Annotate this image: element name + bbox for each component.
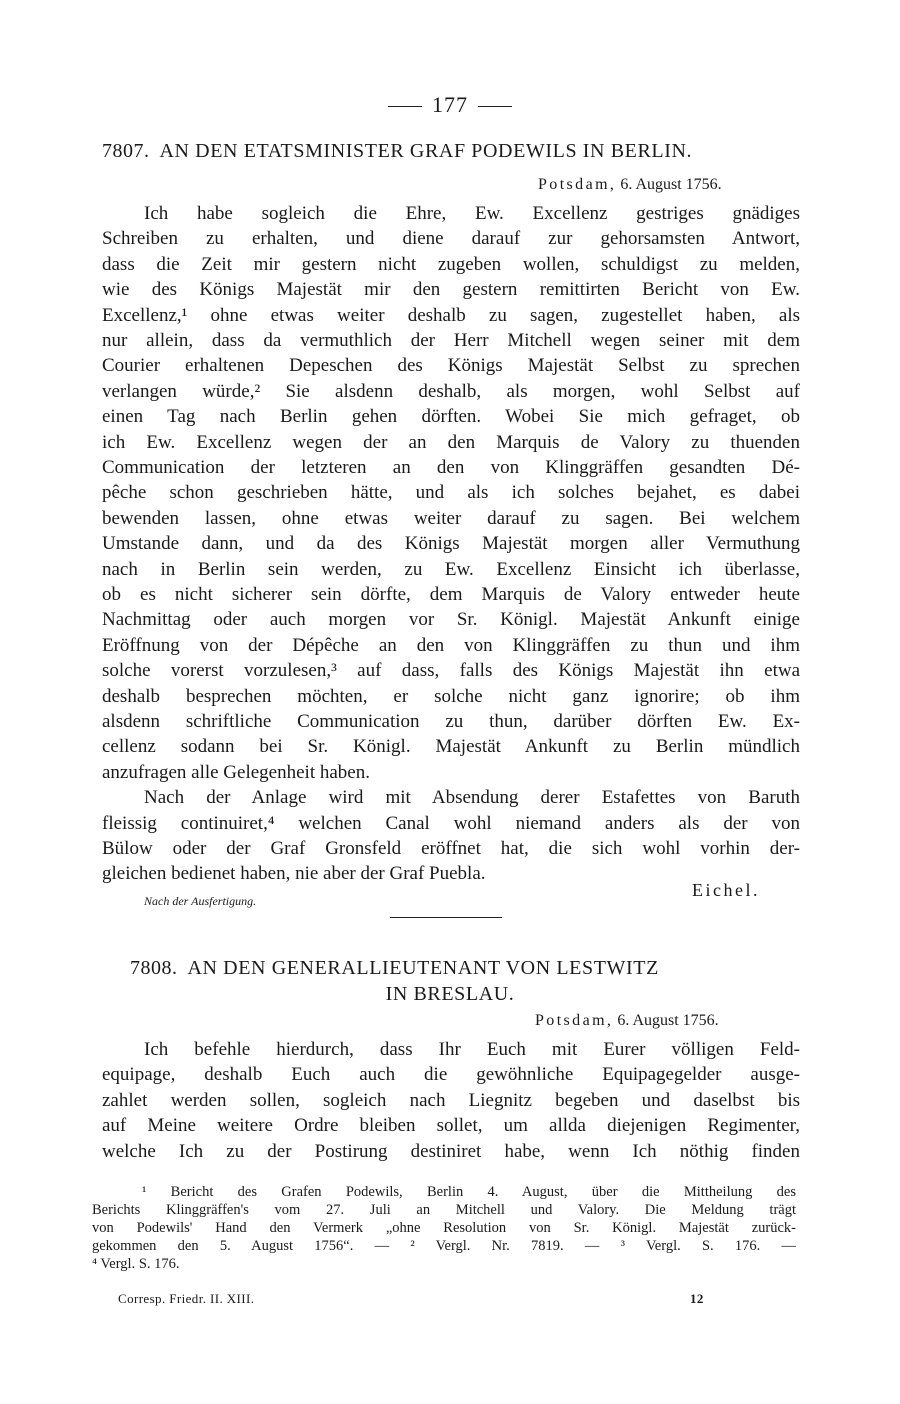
letter1-text-line: deshalb besprechen möchten, er solche nicht ganz ignorire; ob ihm: [102, 685, 800, 707]
letter1-text-line: nach in Berlin sein werden, zu Ew. Excellenz Einsicht ich überlasse,: [102, 558, 800, 580]
letter2-number: 7808.: [130, 957, 178, 979]
letter1-text-line: solche vorerst vorzulesen,³ auf dass, falls des Königs Majestät ihn etwa: [102, 660, 800, 682]
letter1-text-line: Excellenz,¹ ohne etwas weiter deshalb zu sagen, zugestellet haben, als: [102, 304, 800, 326]
letter2-dateline: [535, 1012, 719, 1030]
letter1-text-line: einen Tag nach Berlin gehen dörften. Wobei Sie mich gefraget, ob: [102, 406, 800, 428]
section-divider: [390, 917, 502, 918]
letter1-signature: Eichel.: [692, 880, 760, 900]
letter2-text-line: welche Ich zu der Postirung destiniret habe, wenn Ich nöthig finden: [102, 1140, 800, 1162]
footer-sheet-number: 12: [690, 1291, 704, 1306]
letter1-text-line: alsdenn schriftliche Communication zu thun, darüber dörften Ew. Ex-: [102, 711, 800, 732]
letter1-date: 6. August 1756.: [620, 176, 722, 193]
letter2-date: 6. August 1756.: [617, 1012, 719, 1029]
letter1-text-line: dass die Zeit mir gestern nicht zugeben wollen, schuldigst zu melden,: [102, 253, 800, 275]
letter1-text-line: ich Ew. Excellenz wegen der an den Marquis de Valory zu thuenden: [102, 431, 800, 453]
letter2-heading-line2: [0, 983, 900, 1006]
letter2-place: Potsdam,: [535, 1012, 614, 1029]
letter1-place: Potsdam,: [538, 176, 617, 193]
letter1-text-line: pêche schon geschrieben hätte, und als ich solches bejahet, es dabei: [102, 482, 800, 504]
letter1-source-note: Nach der Ausfertigung.: [144, 894, 257, 908]
letter1-text-line: bewenden lassen, ohne etwas weiter darauf zu sagen. Bei welchem: [102, 507, 800, 529]
letter1-text-line: verlangen würde,² Sie alsdenn deshalb, als morgen, wohl Selbst auf: [102, 380, 800, 402]
letter1-text-line: nur allein, dass da vermuthlich der Herr Mitchell wegen seiner mit dem: [102, 330, 800, 351]
letter1-text-line: anzufragen alle Gelegenheit haben.: [102, 761, 370, 783]
footnote-line: von Podewils' Hand den Vermerk „ohne Resolution von Sr. Königl. Majestät zurück-: [92, 1220, 796, 1236]
letter1-dateline: [538, 176, 722, 194]
letter1-text-line: ob es nicht sicherer sein dörfte, dem Marquis de Valory entweder heute: [102, 584, 800, 605]
letter2-text-line: auf Meine weitere Ordre bleiben sollet, um allda diejenigen Regimenter,: [102, 1115, 800, 1137]
letter1-text-line: Eröffnung von der Dépêche an den von Klinggräffen zu thun und ihm: [102, 634, 800, 656]
letter2-heading: [130, 957, 770, 980]
letter1-heading: [102, 140, 802, 163]
letter1-text-line: Nachmittag oder auch morgen vor Sr. Königl. Majestät Ankunft einige: [102, 609, 800, 631]
letter1-text-line: Nach der Anlage wird mit Absendung derer Estafettes von Baruth: [144, 787, 800, 809]
footnote-line: Berichts Klinggräffen's vom 27. Juli an Mitchell und Valory. Die Meldung trägt: [92, 1202, 796, 1218]
footnote-line: ¹ Bericht des Grafen Podewils, Berlin 4. August, über die Mittheilung des: [142, 1184, 796, 1200]
footer-signature-mark: Corresp. Friedr. II. XIII.: [118, 1291, 255, 1306]
page-number-dash-right: [478, 106, 512, 107]
letter1-text-line: Umstande dann, und da des Königs Majestät morgen aller Vermuthung: [102, 533, 800, 555]
letter2-text-line: equipage, deshalb Euch auch die gewöhnliche Equipagegelder ausge-: [102, 1064, 800, 1086]
letter2-title-line1: AN DEN GENERALLIEUTENANT VON LESTWITZ: [187, 957, 659, 979]
letter2-text-line: zahlet werden sollen, sogleich nach Liegnitz begeben und daselbst bis: [102, 1089, 800, 1111]
letter1-text-line: fleissig continuiret,⁴ welchen Canal wohl niemand anders als der von: [102, 812, 800, 834]
footnote-line: gekommen den 5. August 1756“. — ² Vergl. Nr. 7819. — ³ Vergl. S. 176. —: [92, 1238, 796, 1254]
letter1-text-line: gleichen bedienet haben, nie aber der Graf Puebla.: [102, 863, 486, 885]
footnote-line: ⁴ Vergl. S. 176.: [92, 1256, 180, 1272]
letter1-number: 7807.: [102, 140, 150, 162]
letter1-text-line: Schreiben zu erhalten, und diene darauf zur gehorsamsten Antwort,: [102, 228, 800, 250]
letter2-title-line2: IN BRESLAU.: [385, 983, 515, 1005]
letter1-text-line: Ich habe sogleich die Ehre, Ew. Excellenz gestriges gnädiges: [144, 203, 800, 224]
letter1-text-line: Communication der letzteren an den von Klinggräffen gesandten Dé-: [102, 457, 800, 478]
letter1-text-line: wie des Königs Majestät mir den gestern remittirten Bericht von Ew.: [102, 279, 800, 301]
letter1-text-line: Bülow oder der Graf Gronsfeld eröffnet hat, die sich wohl vorhin der-: [102, 838, 800, 859]
page-number-text: 177: [432, 92, 468, 117]
letter1-text-line: Courier erhaltenen Depeschen des Königs Majestät Selbst zu sprechen: [102, 355, 800, 377]
page-number-dash-left: [388, 106, 422, 107]
page-number: [0, 92, 900, 118]
letter1-title: AN DEN ETATSMINISTER GRAF PODEWILS IN BERLIN.: [159, 140, 693, 162]
letter1-text-line: cellenz sodann bei Sr. Königl. Majestät Ankunft zu Berlin mündlich: [102, 736, 800, 758]
letter2-text-line: Ich befehle hierdurch, dass Ihr Euch mit Eurer völligen Feld-: [144, 1039, 800, 1060]
